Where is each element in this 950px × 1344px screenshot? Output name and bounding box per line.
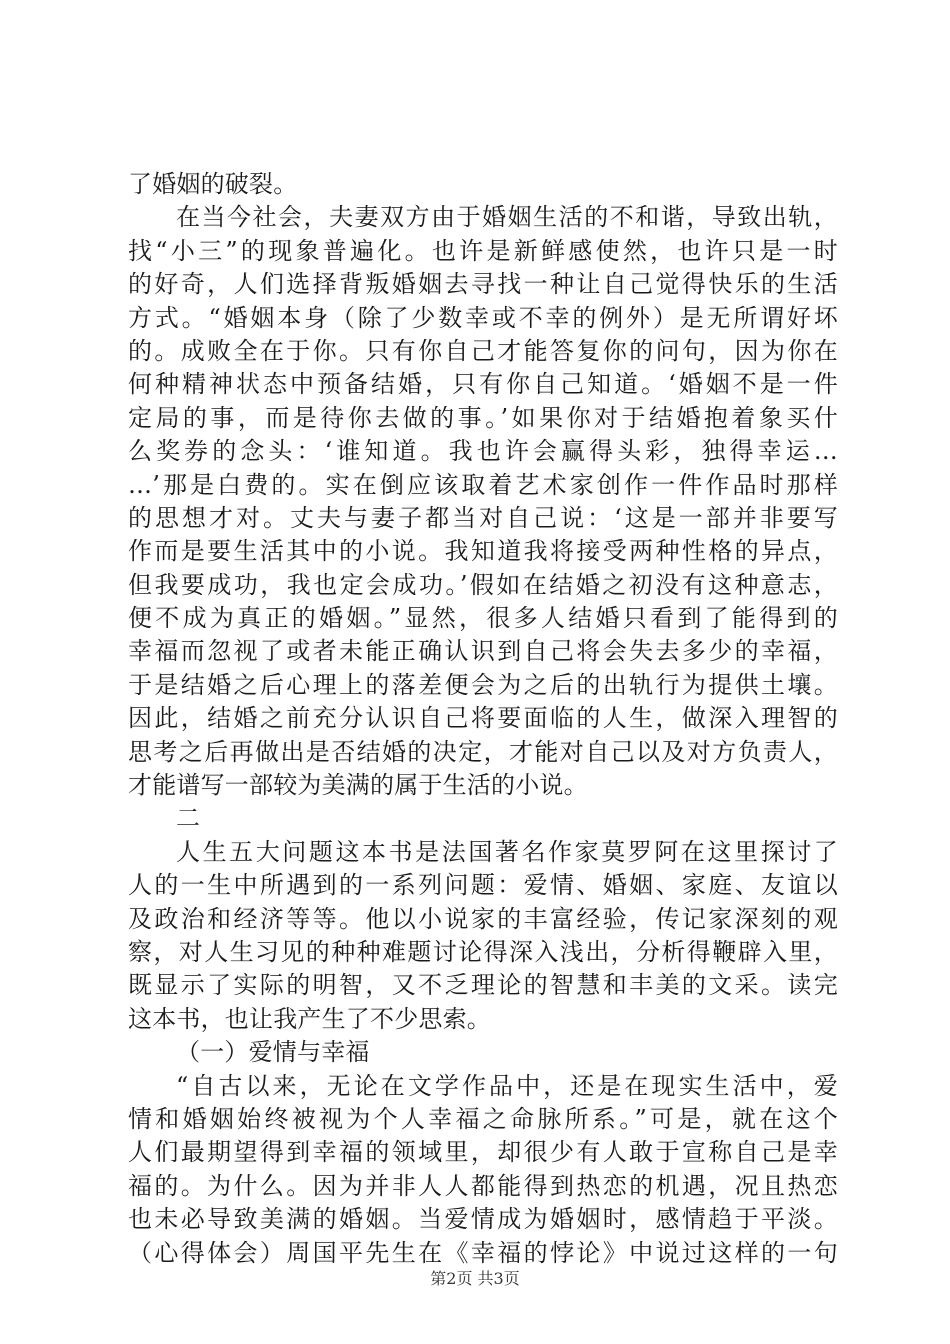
- text-line: 这本书，也让我产生了不少思索。: [128, 1004, 491, 1033]
- text-line: （一）爱情与幸福: [176, 1038, 370, 1067]
- text-line: 便不成为真正的婚姻。”显然，很多人结婚只看到了能得到的: [128, 604, 838, 633]
- text-line: 的思想才对。丈夫与妻子都当对自己说：‘这是一部并非要写: [128, 503, 838, 532]
- text-line: 的。成败全在于你。只有你自己才能答复你的问句，因为你在: [128, 336, 838, 365]
- text-line: 定局的事，而是待你去做的事。’如果你对于结婚抱着象买什: [128, 403, 838, 432]
- text-line: 福的。为什么。因为并非人人都能得到热恋的机遇，况且热恋: [128, 1171, 838, 1200]
- text-line: 了婚姻的破裂。: [128, 170, 298, 198]
- text-line: 方式。“婚姻本身（除了少数幸或不幸的例外）是无所谓好坏: [128, 303, 838, 332]
- text-line: 作而是要生活其中的小说。我知道我将接受两种性格的异点，: [128, 537, 838, 566]
- text-line: 但我要成功，我也定会成功。’假如在结婚之初没有这种意志，: [128, 570, 838, 599]
- text-line: （心得体会）周国平先生在《幸福的悖论》中说过这样的一句: [128, 1238, 838, 1267]
- text-line: 二: [176, 804, 201, 833]
- text-line: 幸福而忽视了或者未能正确认识到自己将会失去多少的幸福，: [128, 637, 838, 666]
- text-line: 也未必导致美满的婚姻。当爱情成为婚姻时，感情趋于平淡。: [128, 1205, 838, 1234]
- text-line: 找“小三”的现象普遍化。也许是新鲜感使然，也许只是一时: [128, 236, 838, 265]
- text-line: 于是结婚之后心理上的落差便会为之后的出轨行为提供土壤。: [128, 670, 838, 699]
- text-line: 情和婚姻始终被视为个人幸福之命脉所系。”可是，就在这个: [128, 1104, 838, 1133]
- text-line: 的好奇，人们选择背叛婚姻去寻找一种让自己觉得快乐的生活: [128, 270, 838, 299]
- text-line: …’那是白费的。实在倒应该取着艺术家创作一件作品时那样: [128, 470, 838, 499]
- text-line: 思考之后再做出是否结婚的决定，才能对自己以及对方负责人，: [128, 737, 838, 766]
- text-line: 在当今社会，夫妻双方由于婚姻生活的不和谐，导致出轨，: [176, 203, 838, 232]
- text-line: 才能谱写一部较为美满的属于生活的小说。: [128, 771, 588, 800]
- text-line: 人生五大问题这本书是法国著名作家莫罗阿在这里探讨了: [176, 837, 838, 866]
- text-line: “自古以来，无论在文学作品中，还是在现实生活中，爱: [176, 1071, 838, 1100]
- text-line: 何种精神状态中预备结婚，只有你自己知道。‘婚姻不是一件: [128, 370, 838, 399]
- text-line: 人的一生中所遇到的一系列问题：爱情、婚姻、家庭、友谊以: [128, 871, 838, 900]
- text-line: 既显示了实际的明智，又不乏理论的智慧和丰美的文采。读完: [128, 971, 838, 1000]
- text-line: 察，对人生习见的种种难题讨论得深入浅出，分析得鞭辟入里，: [128, 937, 838, 966]
- text-line: 么奖券的念头：‘谁知道。我也许会赢得头彩，独得幸运…: [128, 437, 838, 466]
- text-line: 及政治和经济等等。他以小说家的丰富经验，传记家深刻的观: [128, 904, 838, 933]
- body-text: [128, 168, 838, 1270]
- page-footer: 第2页 共3页: [430, 1269, 520, 1288]
- text-line: 人们最期望得到幸福的领域里，却很少有人敢于宣称自己是幸: [128, 1138, 838, 1167]
- text-line: 因此，结婚之前充分认识自己将要面临的人生，做深入理智的: [128, 704, 838, 733]
